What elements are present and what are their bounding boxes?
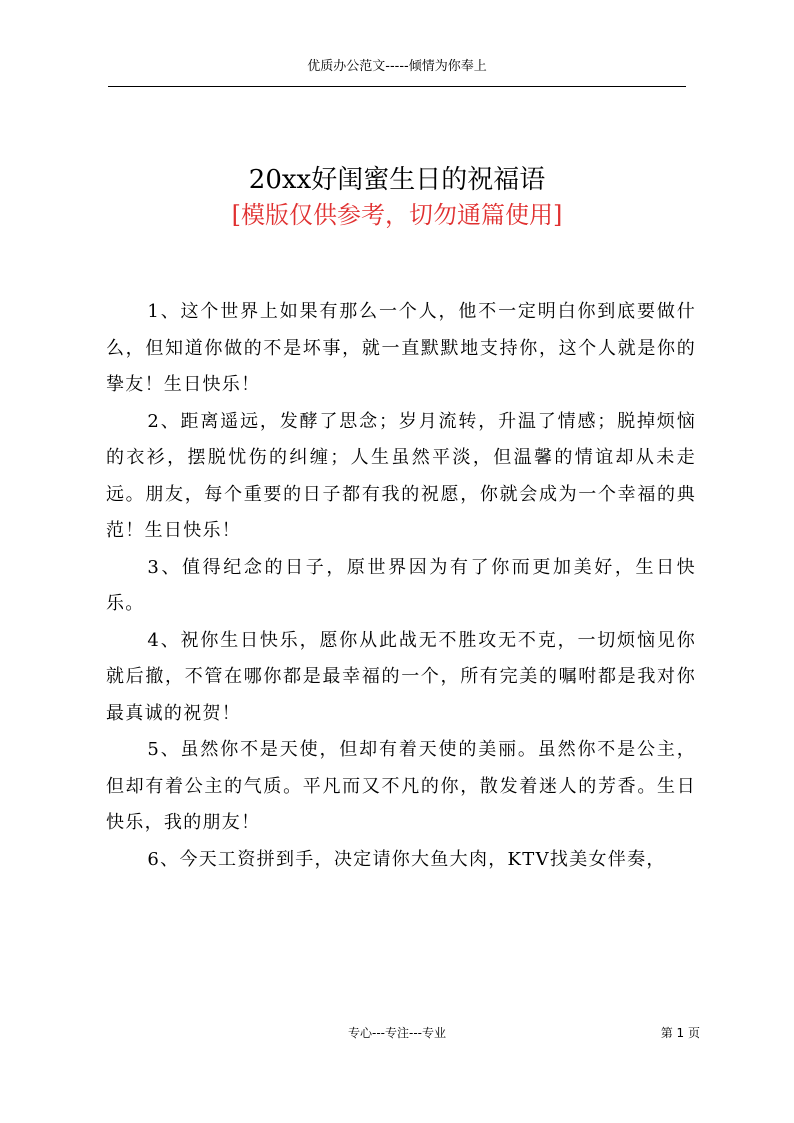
paragraph: 3、值得纪念的日子，原世界因为有了你而更加美好，生日快乐。 [106, 556, 696, 614]
page-header: 优质办公范文-----倾情为你奉上 [307, 59, 487, 74]
paragraph: 4、祝你生日快乐，愿你从此战无不胜攻无不克，一切烦恼见你就后撤，不管在哪你都是最幸福的一个，所有完美的嘱咐都是我对你最真诚的祝贺！ [106, 629, 696, 724]
paragraph: 5、虽然你不是天使，但却有着天使的美丽。虽然你不是公主，但却有着公主的气质。平凡而又不凡的你，散发着迷人的芳香。生日快乐，我的朋友！ [106, 739, 696, 833]
page-number: 第 1 页 [660, 1026, 700, 1040]
paragraph: 2、距离遥远，发酵了思念；岁月流转，升温了情感；脱掉烦恼的衣衫，摆脱忧伤的纠缠；人生虽然平淡，但温馨的情谊却从未走远。朋友，每个重要的日子都有我的祝愿，你就会成为一个幸福的典范！生日快乐！ [106, 410, 696, 541]
paragraph: 6、今天工资拼到手，决定请你大鱼大肉，KTV找美女伴奏， [147, 848, 666, 870]
document-body [106, 294, 696, 878]
paragraph: 1、这个世界上如果有那么一个人，他不一定明白你到底要做什么，但知道你做的不是坏事，就一直默默地支持你，这个人就是你的挚友！生日快乐！ [106, 301, 696, 395]
header-divider [108, 86, 686, 87]
page-footer: 专心---专注---专业 [348, 1026, 446, 1040]
document-title: 20xx好闺蜜生日的祝福语 [248, 165, 546, 196]
document-subtitle: [模版仅供参考，切勿通篇使用] [231, 201, 563, 229]
